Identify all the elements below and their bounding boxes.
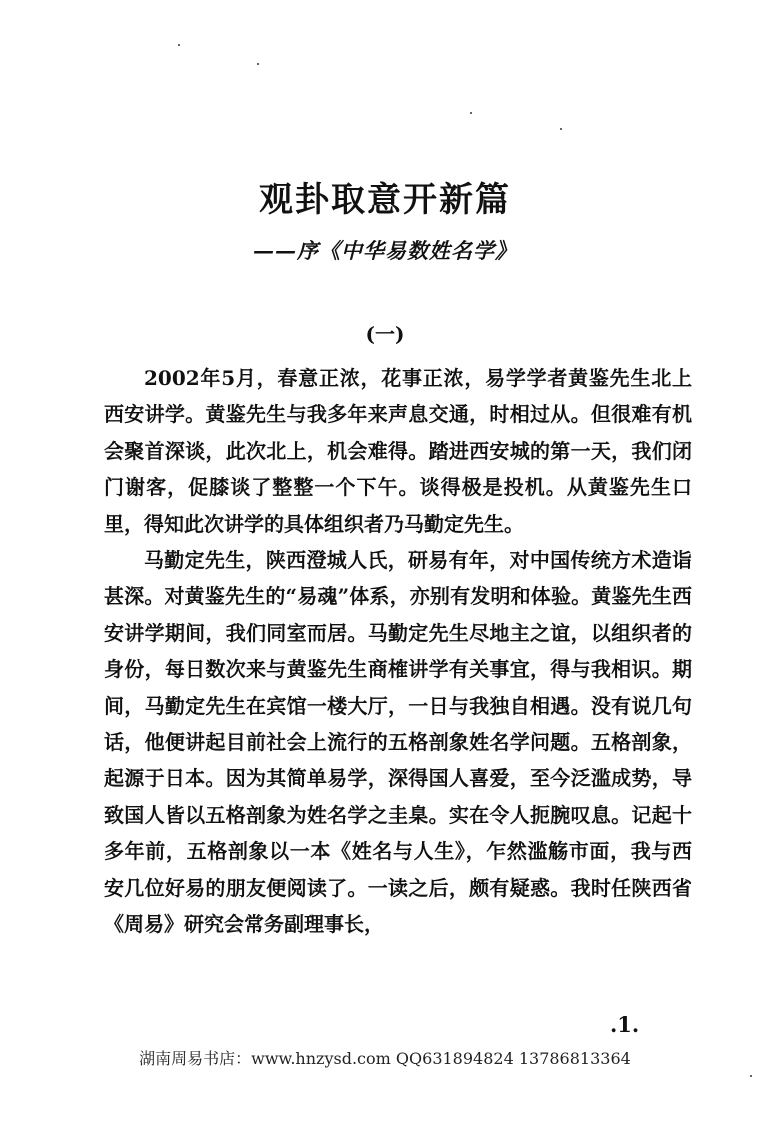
section-heading: (一) [365,322,405,346]
page-number: .1. [610,1012,640,1037]
scan-speck [750,1075,752,1077]
body-text [104,360,692,943]
paragraph: 马勤定先生，陕西澄城人氏，研易有年，对中国传统方术造诣甚深。对黄鉴先生的“易魂”体系，亦别有发明和体验。黄鉴先生西安讲学期间，我们同室而居。马勤定先生尽地主之谊，以组织者的身份，每日数次来与黄鉴先生商榷讲学有关事宜，得与我相识。期间，马勤定先生在宾馆一楼大厅，一日与我独自相遇。没有说几句话，他便讲起目前社会上流行的五格剖象姓名学问题。五格剖象，起源于日本。因为其简单易学，深得国人喜爱，至今泛滥成势，导致国人皆以五格剖象为姓名学之圭臬。实在令人扼腕叹息。记起十多年前，五格剖象以一本《姓名与人生》，乍然滥觞市面，我与西安几位好易的朋友便阅读了。一读之后，颇有疑惑。我时任陕西省《周易》研究会常务副理事长， [104,548,692,937]
footer-text: 湖南周易书店：www.hnzysd.com QQ631894824 13786813364 [139,1049,631,1068]
page-title: 观卦取意开新篇 [259,180,511,220]
paragraph: 2002年5月，春意正浓，花事正浓，易学学者黄鉴先生北上西安讲学。黄鉴先生与我多年来声息交通，时相过从。但很难有机会聚首深谈，此次北上，机会难得。踏进西安城的第一天，我们闭门谢客，促膝谈了整整一个下午。谈得极是投机。从黄鉴先生口里，得知此次讲学的具体组织者乃马勤定先生。 [104,366,692,536]
scan-speck [257,63,259,65]
scan-speck [470,112,472,114]
page-subtitle: ——序《中华易数姓名学》 [253,238,517,263]
scan-speck [560,128,562,130]
scan-speck [178,44,180,46]
